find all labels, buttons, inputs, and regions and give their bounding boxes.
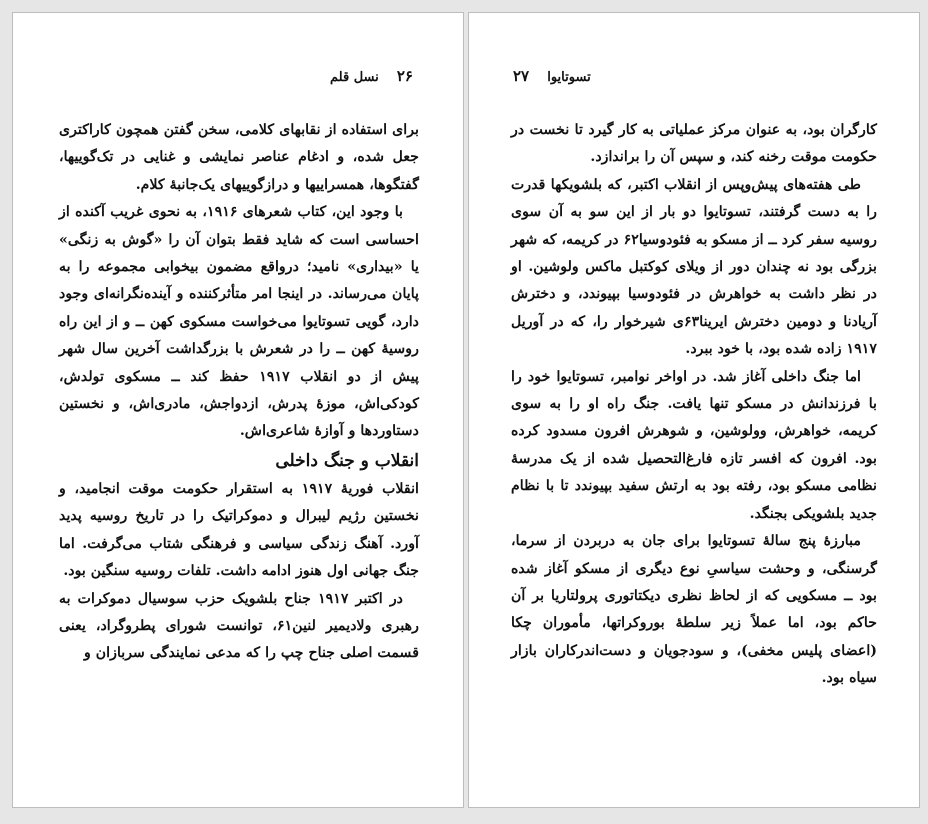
paragraph: مبارزهٔ پنج سالهٔ تسوتایوا برای جان به دربردن از سرما، گرسنگی، و وحشت سیاسیِ نوع دیگری از مسکو آغاز شده بود ــ مسکویی که از لحاظ نظری دیکتاتوری پرولتاریا بر آن حاکم بود، اما عملاً زیر سلطهٔ بوروکراتها، مأموران چکا (اعضای پلیس مخفی)، و سودجویان و دست‌اندرکاران بازار سیاه بود. (511, 533, 877, 687)
page-header-left (330, 67, 413, 85)
paragraph: برای استفاده از نقابهای کلامی، سخن گفتن همچون کاراکتری جعل شده، و ادغام عناصر نمایشی و غنایی در تک‌گوییها، گفتگوها، همسراییها و درازگوییهای یک‌جانبهٔ کلام. (59, 122, 419, 193)
right-page (468, 12, 920, 808)
paragraph: با وجود این، کتاب شعرهای ۱۹۱۶، به نحوی غریب آکنده از احساسی است که شاید فقط بتوان آن را «گوش به زنگی» یا «بیداری» نامید؛ درواقع مضمون بیخوابی مجموعه را به پایان می‌رساند. در اینجا امر متأثرکننده و آینده‌نگرانه‌ای وجود دارد، گویی تسوتایوا می‌خواست مسکوی کهن ــ و از این راه روسیهٔ کهن ــ را در شعرش با بزرگداشت آخرین سال شهر پیش از دو انقلاب ۱۹۱۷ حفظ کند ــ مسکوی تولدش، کودکی‌اش، موزهٔ پدرش، ازدواجش، مادری‌اش، و نخستین دستاوردها و آوازهٔ شاعری‌اش. (59, 204, 419, 440)
page-number-left: ۲۶ (396, 67, 413, 85)
left-page-body (59, 117, 419, 668)
paragraph: اما جنگ داخلی آغاز شد. در اواخر نوامبر، تسوتایوا خود را با فرزندانش در مسکو تنها یافت. جنگ راه او را به سوی کریمه، خواهرش، وولوشین، و شوهرش افرون مسدود کرده بود. افرون که افسر تازه فارغ‌التحصیل شده از یک مدرسهٔ نظامی مسکو بود، رفته بود به ارتش سفید بپیوندد تا با نظام جدید بلشویکی بجنگد. (511, 368, 877, 522)
paragraph: کارگران بود، به عنوان مرکز عملیاتی به کار گیرد تا نخست در حکومت موقت رخنه کند، و سپس آن را براندازد. (511, 122, 877, 166)
right-page-body (511, 117, 877, 693)
running-title-left: نسل قلم (330, 70, 379, 85)
section-heading: انقلاب و جنگ داخلی (275, 450, 419, 471)
page-header-right (513, 67, 591, 85)
paragraph: انقلاب فوریهٔ ۱۹۱۷ به استقرار حکومت موقت انجامید، و نخستین رژیم لیبرال و دموکراتیک را در تاریخ روسیه پدید آورد. آهنگ زندگی سیاسی و فرهنگی شتاب می‌گرفت. اما جنگ جهانی اول هنوز ادامه داشت. تلفات روسیه سنگین بود. (59, 480, 419, 580)
paragraph: در اکتبر ۱۹۱۷ جناح بلشویک حزب سوسیال دموکرات به رهبری ولادیمیر لنین۶۱، توانست شورای پطروگراد، یعنی قسمت اصلی جناح چپ را که مدعی نمایندگی سربازان و (59, 590, 420, 662)
left-page (12, 12, 464, 808)
page-number-right: ۲۷ (513, 67, 530, 85)
running-title-right: تسوتایوا (547, 70, 591, 85)
paragraph: طی هفته‌های پیش‌وپس از انقلاب اکتبر، که بلشویکها قدرت را به دست گرفتند، تسوتایوا دو بار از این سو به آن سوی روسیه سفر کرد ــ از مسکو به فئودوسیا۶۲ در کریمه، که شهر بزرگی بود نه چندان دور از ویلای کوکتبل ماکس ولوشین. او در نظر داشت به خواهرش در فئودوسیا بپیوندد، و دخترش آریادنا و دومین دخترش ایرینا۶۳ی شیرخوار را، که در آوریل ۱۹۱۷ زاده شده بود، با خود ببرد. (511, 176, 877, 358)
